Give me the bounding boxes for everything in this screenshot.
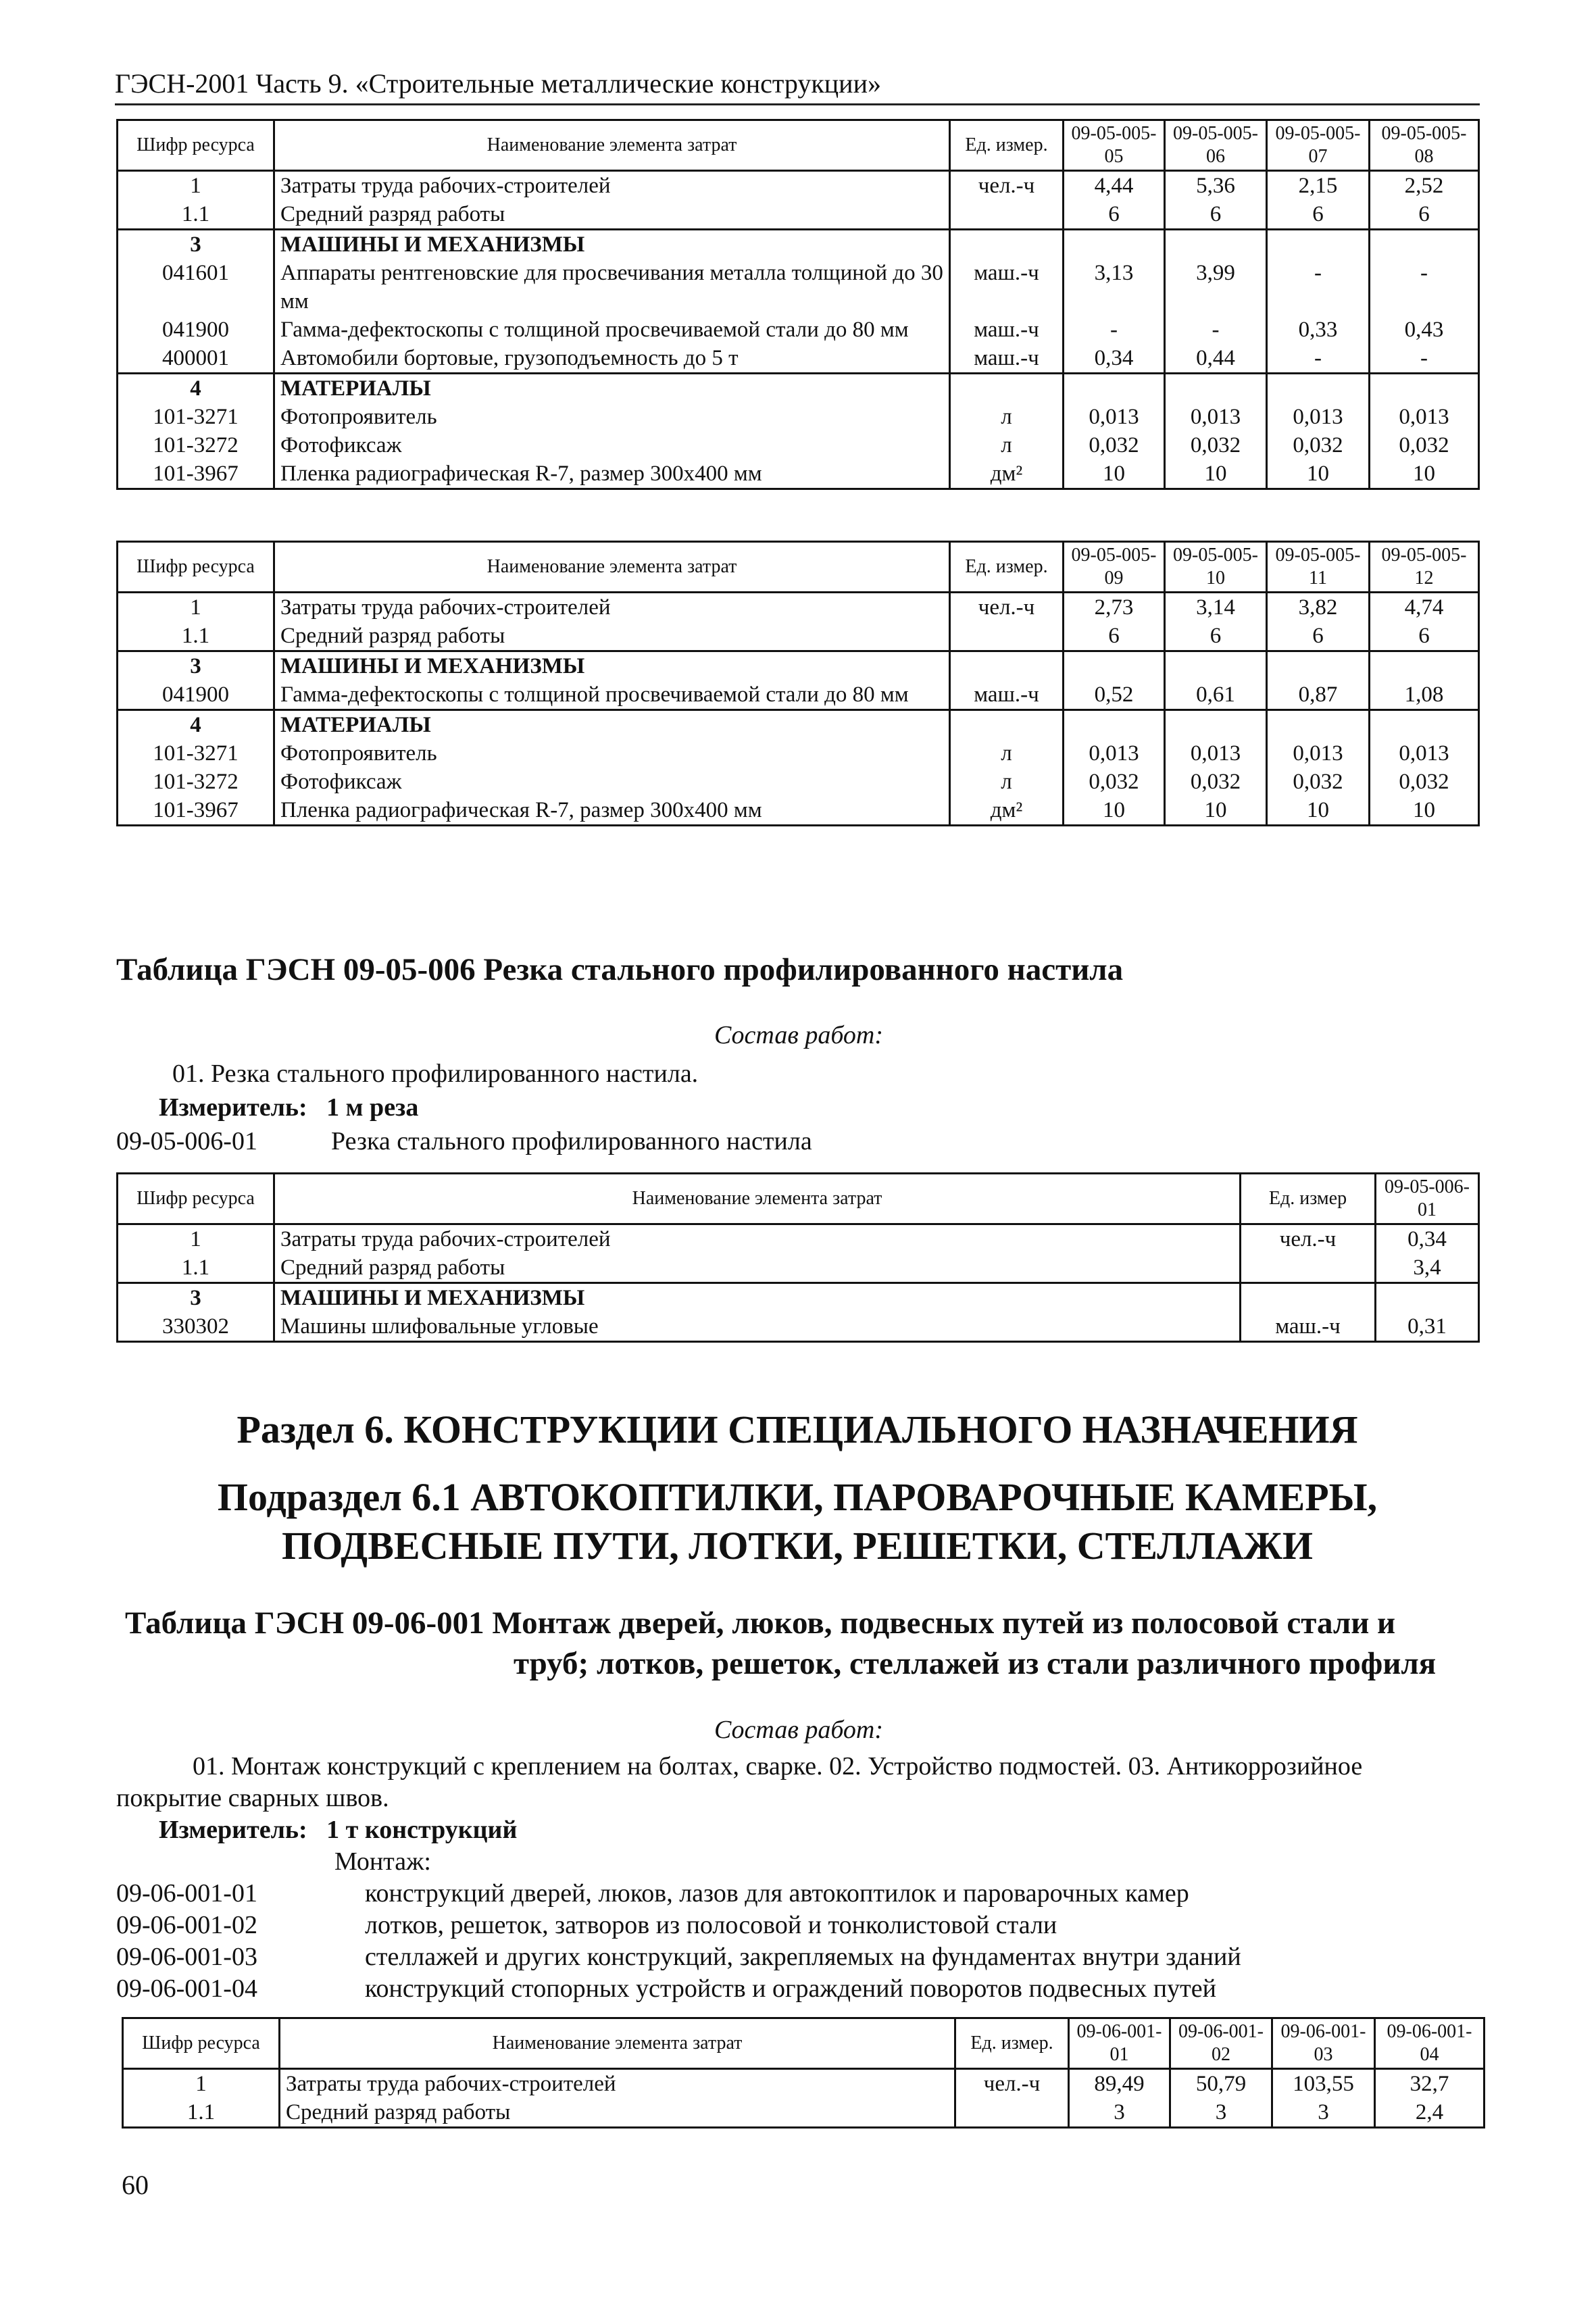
resource-name: Средний разряд работы bbox=[274, 622, 950, 651]
resource-unit bbox=[950, 374, 1064, 403]
col-header-name: Наименование элемента затрат bbox=[274, 542, 950, 593]
resource-code: 1 bbox=[123, 2069, 280, 2099]
resource-value: 10 bbox=[1165, 796, 1267, 826]
table-row bbox=[123, 2069, 1485, 2099]
resource-value bbox=[1267, 230, 1370, 259]
resource-value: 10 bbox=[1064, 796, 1165, 826]
resource-table-d bbox=[122, 2017, 1485, 2129]
resource-name: Аппараты рентгеновские для просвечивания металла толщиной до 30 мм bbox=[274, 259, 950, 316]
resource-value: 3,82 bbox=[1267, 593, 1370, 622]
resource-value: 6 bbox=[1064, 622, 1165, 651]
resource-value bbox=[1165, 710, 1267, 740]
table-row bbox=[118, 593, 1479, 622]
meter-label: Измеритель: bbox=[159, 1093, 307, 1122]
table-row bbox=[118, 200, 1479, 230]
resource-name: Гамма-дефектоскопы с толщиной просвечиваемой стали до 80 мм bbox=[274, 680, 950, 710]
running-header: ГЭСН-2001 Часть 9. «Строительные металлические конструкции» bbox=[115, 68, 1480, 105]
page-number: 60 bbox=[122, 2170, 149, 2200]
resource-value: 10 bbox=[1064, 459, 1165, 489]
resource-value: 0,013 bbox=[1165, 739, 1267, 768]
resource-unit: л bbox=[950, 431, 1064, 459]
norm-code-header: 09-05-005-09 bbox=[1064, 542, 1165, 593]
resource-value: - bbox=[1064, 316, 1165, 344]
resource-value bbox=[1376, 1283, 1479, 1313]
composition-title: Состав работ: bbox=[714, 1716, 884, 1744]
resource-unit: чел.-ч bbox=[950, 593, 1064, 622]
meter-label: Измеритель: bbox=[159, 1816, 307, 1844]
resource-value bbox=[1267, 651, 1370, 681]
resource-value: 3,4 bbox=[1376, 1253, 1479, 1283]
section-row bbox=[118, 1283, 1479, 1313]
resource-value: 0,032 bbox=[1370, 431, 1479, 459]
meter-line bbox=[159, 1814, 517, 1846]
resource-code: 041601 bbox=[118, 259, 274, 316]
resource-value: 0,87 bbox=[1267, 680, 1370, 710]
resource-code: 101-3272 bbox=[118, 431, 274, 459]
resource-value bbox=[1267, 374, 1370, 403]
resource-code: 101-3967 bbox=[118, 459, 274, 489]
resource-unit: чел.-ч bbox=[955, 2069, 1069, 2099]
norm-code: 09-06-001-04 bbox=[116, 1974, 257, 2003]
col-header-unit: Ед. измер. bbox=[950, 542, 1064, 593]
resource-value: 6 bbox=[1370, 622, 1479, 651]
norm-code-header: 09-05-005-11 bbox=[1267, 542, 1370, 593]
resource-value bbox=[1370, 230, 1479, 259]
resource-code: 1 bbox=[118, 593, 274, 622]
resource-unit bbox=[950, 651, 1064, 681]
resource-value: 0,43 bbox=[1370, 316, 1479, 344]
norm-code: 09-05-006-01 bbox=[116, 1127, 257, 1155]
resource-unit: маш.-ч bbox=[950, 259, 1064, 316]
table-row bbox=[123, 2098, 1485, 2128]
section-name: МАШИНЫ И МЕХАНИЗМЫ bbox=[274, 651, 950, 681]
table-header-row bbox=[118, 120, 1479, 171]
resource-value: - bbox=[1267, 344, 1370, 374]
resource-unit: л bbox=[950, 739, 1064, 768]
resource-code: 1 bbox=[118, 1224, 274, 1254]
norm-code-header: 09-06-001-02 bbox=[1170, 2018, 1272, 2069]
resource-value bbox=[1370, 651, 1479, 681]
resource-value: 0,013 bbox=[1064, 403, 1165, 431]
resource-value: 0,61 bbox=[1165, 680, 1267, 710]
section-row bbox=[118, 651, 1479, 681]
resource-code: 1 bbox=[118, 171, 274, 201]
resource-code: 3 bbox=[118, 1283, 274, 1313]
resource-code: 1.1 bbox=[118, 200, 274, 230]
resource-unit: л bbox=[950, 403, 1064, 431]
resource-code: 330302 bbox=[118, 1312, 274, 1342]
norm-name: стеллажей и других конструкций, закрепляемых на фундаментах внутри зданий bbox=[365, 1943, 1241, 1971]
resource-value bbox=[1165, 230, 1267, 259]
resource-name: Фотофиксаж bbox=[274, 768, 950, 796]
col-header-unit: Ед. измер. bbox=[950, 120, 1064, 171]
table-row bbox=[118, 171, 1479, 201]
subsection-title-line1: Подраздел 6.1 АВТОКОПТИЛКИ, ПАРОВАРОЧНЫЕ КАМЕРЫ, bbox=[217, 1475, 1378, 1519]
resource-value: 4,44 bbox=[1064, 171, 1165, 201]
resource-value bbox=[1370, 374, 1479, 403]
resource-value: 0,013 bbox=[1165, 403, 1267, 431]
resource-code: 3 bbox=[118, 651, 274, 681]
table-row bbox=[118, 459, 1479, 489]
work-items-line2: покрытие сварных швов. bbox=[116, 1784, 389, 1812]
norm-code-header: 09-05-005-12 bbox=[1370, 542, 1479, 593]
work-items-line1: 01. Монтаж конструкций с креплением на болтах, сварке. 02. Устройство подмостей. 03. Антикоррозийное bbox=[193, 1752, 1363, 1781]
resource-name: Затраты труда рабочих-строителей bbox=[274, 1224, 1241, 1254]
resource-value bbox=[1064, 230, 1165, 259]
subsection-title-line2: ПОДВЕСНЫЕ ПУТИ, ЛОТКИ, РЕШЕТКИ, СТЕЛЛАЖИ bbox=[281, 1524, 1314, 1568]
resource-name: Пленка радиографическая R-7, размер 300х400 мм bbox=[274, 796, 950, 826]
col-header-name: Наименование элемента затрат bbox=[280, 2018, 955, 2069]
resource-unit: л bbox=[950, 768, 1064, 796]
norm-code: 09-06-001-02 bbox=[116, 1911, 257, 1939]
resource-value: 0,013 bbox=[1267, 739, 1370, 768]
resource-code: 101-3272 bbox=[118, 768, 274, 796]
resource-value bbox=[1064, 374, 1165, 403]
section-name: МАТЕРИАЛЫ bbox=[274, 374, 950, 403]
resource-name: Фотопроявитель bbox=[274, 739, 950, 768]
table-row bbox=[118, 316, 1479, 344]
resource-unit: дм² bbox=[950, 796, 1064, 826]
resource-table-a bbox=[116, 119, 1480, 490]
resource-table-c bbox=[116, 1172, 1480, 1343]
resource-value: 10 bbox=[1370, 796, 1479, 826]
resource-code: 041900 bbox=[118, 316, 274, 344]
norm-name: Резка стального профилированного настила bbox=[331, 1127, 812, 1155]
resource-name: Автомобили бортовые, грузоподъемность до 5 т bbox=[274, 344, 950, 374]
resource-value: 0,013 bbox=[1064, 739, 1165, 768]
resource-value: 32,7 bbox=[1375, 2069, 1485, 2099]
resource-unit: маш.-ч bbox=[950, 316, 1064, 344]
table-row bbox=[118, 344, 1479, 374]
resource-name: Фотофиксаж bbox=[274, 431, 950, 459]
resource-value bbox=[1064, 651, 1165, 681]
col-header-unit: Ед. измер bbox=[1241, 1174, 1376, 1224]
resource-value: 2,15 bbox=[1267, 171, 1370, 201]
resource-name: Гамма-дефектоскопы с толщиной просвечиваемой стали до 80 мм bbox=[274, 316, 950, 344]
resource-unit: чел.-ч bbox=[950, 171, 1064, 201]
table-row bbox=[118, 739, 1479, 768]
resource-name: Затраты труда рабочих-строителей bbox=[274, 171, 950, 201]
col-header-unit: Ед. измер. bbox=[955, 2018, 1069, 2069]
resource-value: 3 bbox=[1272, 2098, 1375, 2128]
resource-unit bbox=[950, 710, 1064, 740]
norm-code-header: 09-05-005-05 bbox=[1064, 120, 1165, 171]
resource-value: 103,55 bbox=[1272, 2069, 1375, 2099]
resource-value: 3,14 bbox=[1165, 593, 1267, 622]
resource-value: 0,032 bbox=[1165, 768, 1267, 796]
resource-code: 400001 bbox=[118, 344, 274, 374]
table-row bbox=[118, 403, 1479, 431]
norm-code-header: 09-05-005-08 bbox=[1370, 120, 1479, 171]
resource-unit: маш.-ч bbox=[1241, 1312, 1376, 1342]
norm-name: лотков, решеток, затворов из полосовой и тонколистовой стали bbox=[365, 1911, 1057, 1939]
resource-unit: дм² bbox=[950, 459, 1064, 489]
resource-unit bbox=[950, 622, 1064, 651]
resource-value: 0,34 bbox=[1064, 344, 1165, 374]
resource-name: Средний разряд работы bbox=[274, 1253, 1241, 1283]
col-header-code: Шифр ресурса bbox=[118, 1174, 274, 1224]
resource-name: Фотопроявитель bbox=[274, 403, 950, 431]
col-header-code: Шифр ресурса bbox=[118, 542, 274, 593]
resource-value: 6 bbox=[1064, 200, 1165, 230]
table-row bbox=[118, 1253, 1479, 1283]
section-name: МАТЕРИАЛЫ bbox=[274, 710, 950, 740]
resource-value: 10 bbox=[1370, 459, 1479, 489]
resource-value: 3 bbox=[1069, 2098, 1170, 2128]
resource-name: Пленка радиографическая R-7, размер 300х400 мм bbox=[274, 459, 950, 489]
resource-code: 101-3271 bbox=[118, 739, 274, 768]
norm-code-header: 09-05-005-06 bbox=[1165, 120, 1267, 171]
resource-value: 6 bbox=[1267, 200, 1370, 230]
resource-value: 0,032 bbox=[1165, 431, 1267, 459]
resource-value: - bbox=[1165, 316, 1267, 344]
resource-value: 0,34 bbox=[1376, 1224, 1479, 1254]
resource-value: 6 bbox=[1370, 200, 1479, 230]
norm-code-header: 09-05-006-01 bbox=[1376, 1174, 1479, 1224]
resource-code: 3 bbox=[118, 230, 274, 259]
resource-value: 0,52 bbox=[1064, 680, 1165, 710]
resource-value: 2,52 bbox=[1370, 171, 1479, 201]
resource-value: 2,73 bbox=[1064, 593, 1165, 622]
resource-unit: маш.-ч bbox=[950, 680, 1064, 710]
resource-code: 1.1 bbox=[118, 1253, 274, 1283]
resource-value: 0,44 bbox=[1165, 344, 1267, 374]
resource-value: 0,31 bbox=[1376, 1312, 1479, 1342]
resource-value: 4,74 bbox=[1370, 593, 1479, 622]
resource-code: 1.1 bbox=[118, 622, 274, 651]
resource-unit: чел.-ч bbox=[1241, 1224, 1376, 1254]
resource-value bbox=[1165, 374, 1267, 403]
meter-value: 1 т конструкций bbox=[326, 1816, 518, 1844]
work-item: 01. Резка стального профилированного настила. bbox=[172, 1060, 699, 1088]
table-row bbox=[118, 1224, 1479, 1254]
resource-name: Средний разряд работы bbox=[280, 2098, 955, 2128]
norm-name: конструкций стопорных устройств и ограждений поворотов подвесных путей bbox=[365, 1974, 1216, 2003]
resource-value: 6 bbox=[1267, 622, 1370, 651]
resource-value: 50,79 bbox=[1170, 2069, 1272, 2099]
resource-value: 0,013 bbox=[1370, 403, 1479, 431]
norm-code-header: 09-06-001-04 bbox=[1375, 2018, 1485, 2069]
table-title-line2: труб; лотков, решеток, стеллажей из стали различного профиля bbox=[514, 1646, 1437, 1681]
resource-table-b bbox=[116, 541, 1480, 826]
table-row bbox=[118, 622, 1479, 651]
resource-value: 10 bbox=[1267, 796, 1370, 826]
resource-code: 1.1 bbox=[123, 2098, 280, 2128]
resource-value: 6 bbox=[1165, 200, 1267, 230]
col-header-code: Шифр ресурса bbox=[118, 120, 274, 171]
resource-value: - bbox=[1267, 259, 1370, 316]
resource-name: Средний разряд работы bbox=[274, 200, 950, 230]
resource-code: 101-3967 bbox=[118, 796, 274, 826]
resource-value: 6 bbox=[1165, 622, 1267, 651]
col-header-name: Наименование элемента затрат bbox=[274, 120, 950, 171]
table-row bbox=[118, 796, 1479, 826]
table-title-line1: Таблица ГЭСН 09-06-001 Монтаж дверей, люков, подвесных путей из полосовой стали и bbox=[125, 1605, 1396, 1641]
resource-unit bbox=[1241, 1253, 1376, 1283]
resource-unit: маш.-ч bbox=[950, 344, 1064, 374]
table-row bbox=[118, 431, 1479, 459]
resource-unit bbox=[1241, 1283, 1376, 1313]
norm-code-header: 09-05-005-10 bbox=[1165, 542, 1267, 593]
col-header-code: Шифр ресурса bbox=[123, 2018, 280, 2069]
resource-value bbox=[1267, 710, 1370, 740]
norm-code-header: 09-06-001-03 bbox=[1272, 2018, 1375, 2069]
col-header-name: Наименование элемента затрат bbox=[274, 1174, 1241, 1224]
section-row bbox=[118, 230, 1479, 259]
section-name: МАШИНЫ И МЕХАНИЗМЫ bbox=[274, 1283, 1241, 1313]
resource-value: 2,4 bbox=[1375, 2098, 1485, 2128]
resource-code: 4 bbox=[118, 374, 274, 403]
resource-value bbox=[1165, 651, 1267, 681]
resource-value: 0,33 bbox=[1267, 316, 1370, 344]
table-row bbox=[118, 1312, 1479, 1342]
resource-value: 0,013 bbox=[1370, 739, 1479, 768]
resource-name: Затраты труда рабочих-строителей bbox=[280, 2069, 955, 2099]
resource-value: 3,13 bbox=[1064, 259, 1165, 316]
table-header-row bbox=[118, 1174, 1479, 1224]
norm-code: 09-06-001-03 bbox=[116, 1943, 257, 1971]
resource-value: 0,032 bbox=[1370, 768, 1479, 796]
table-header-row bbox=[123, 2018, 1485, 2069]
resource-unit bbox=[950, 230, 1064, 259]
resource-value: 10 bbox=[1267, 459, 1370, 489]
resource-value: 5,36 bbox=[1165, 171, 1267, 201]
section-name: МАШИНЫ И МЕХАНИЗМЫ bbox=[274, 230, 950, 259]
table-row bbox=[118, 259, 1479, 316]
norm-code: 09-06-001-01 bbox=[116, 1879, 257, 1908]
resource-value: 89,49 bbox=[1069, 2069, 1170, 2099]
mount-label: Монтаж: bbox=[334, 1847, 431, 1876]
resource-value: 0,032 bbox=[1064, 768, 1165, 796]
resource-value: 3 bbox=[1170, 2098, 1272, 2128]
resource-code: 101-3271 bbox=[118, 403, 274, 431]
meter-value: 1 м реза bbox=[326, 1093, 419, 1122]
table-row bbox=[118, 680, 1479, 710]
table-header-row bbox=[118, 542, 1479, 593]
resource-code: 4 bbox=[118, 710, 274, 740]
resource-value: - bbox=[1370, 259, 1479, 316]
norm-name: конструкций дверей, люков, лазов для автокоптилок и пароварочных камер bbox=[365, 1879, 1189, 1908]
resource-value bbox=[1064, 710, 1165, 740]
resource-name: Машины шлифовальные угловые bbox=[274, 1312, 1241, 1342]
resource-value: 1,08 bbox=[1370, 680, 1479, 710]
section-row bbox=[118, 710, 1479, 740]
resource-unit bbox=[950, 200, 1064, 230]
resource-value: - bbox=[1370, 344, 1479, 374]
composition-title: Состав работ: bbox=[714, 1021, 884, 1049]
norm-code-header: 09-05-005-07 bbox=[1267, 120, 1370, 171]
resource-code: 041900 bbox=[118, 680, 274, 710]
resource-value: 0,032 bbox=[1267, 768, 1370, 796]
resource-value: 10 bbox=[1165, 459, 1267, 489]
meter-line bbox=[159, 1091, 418, 1124]
section-title: Раздел 6. КОНСТРУКЦИИ СПЕЦИАЛЬНОГО НАЗНАЧЕНИЯ bbox=[236, 1408, 1358, 1451]
table-row bbox=[118, 768, 1479, 796]
resource-value: 0,013 bbox=[1267, 403, 1370, 431]
section-row bbox=[118, 374, 1479, 403]
resource-value: 0,032 bbox=[1267, 431, 1370, 459]
resource-value: 3,99 bbox=[1165, 259, 1267, 316]
resource-value: 0,032 bbox=[1064, 431, 1165, 459]
table-title: Таблица ГЭСН 09-05-006 Резка стального профилированного настила bbox=[116, 952, 1124, 987]
norm-code-header: 09-06-001-01 bbox=[1069, 2018, 1170, 2069]
resource-value bbox=[1370, 710, 1479, 740]
resource-unit bbox=[955, 2098, 1069, 2128]
resource-name: Затраты труда рабочих-строителей bbox=[274, 593, 950, 622]
